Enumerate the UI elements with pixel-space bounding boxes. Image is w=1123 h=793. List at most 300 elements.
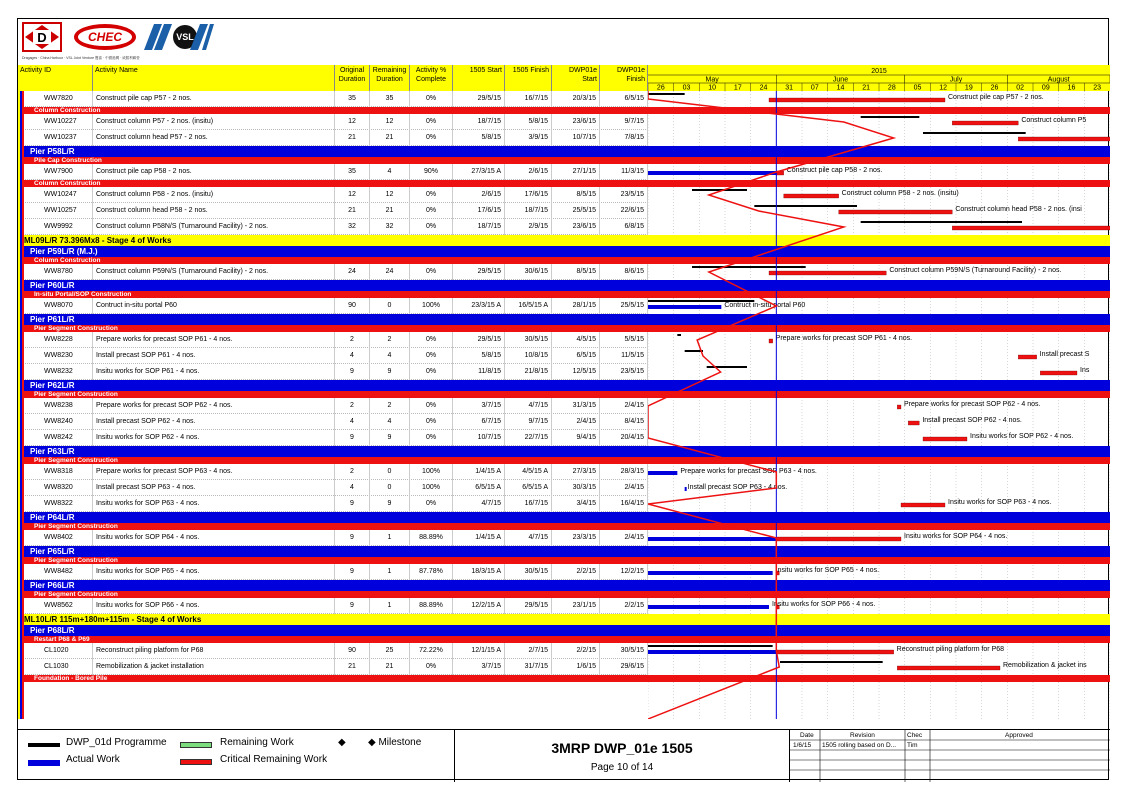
activity-name: Reconstruct piling platform for P68 xyxy=(93,643,335,659)
bar-label: Contruct in-situ portal P60 xyxy=(724,302,806,309)
start-1505: 6/7/15 xyxy=(453,414,505,430)
finish-1505: 2/9/15 xyxy=(505,219,552,235)
sub-group-header[interactable]: Column Construction xyxy=(18,107,648,114)
rev-date: 1/6/15 xyxy=(793,742,812,749)
finish-1505: 5/8/15 xyxy=(505,114,552,130)
start-1505: 27/3/15 A xyxy=(453,164,505,180)
footer xyxy=(18,729,1110,781)
critical-remaining-bar xyxy=(897,666,1000,670)
legend-milestone-symbol: ◆ xyxy=(338,737,346,748)
dwp-start: 8/5/15 xyxy=(552,187,600,203)
col-dwp-finish-line2: Finish xyxy=(626,76,645,83)
activity-id: WW10257 xyxy=(18,203,93,219)
activity-name: Construct column P58 - 2 nos. (insitu) xyxy=(93,187,335,203)
dwp-finish: 23/5/15 xyxy=(600,364,648,380)
activity-name: Prepare works for precast SOP P61 - 4 nos. xyxy=(93,332,335,348)
critical-remaining-bar xyxy=(776,537,901,541)
dwp-finish: 22/6/15 xyxy=(600,203,648,219)
dwp-finish: 8/6/15 xyxy=(600,264,648,280)
percent-complete: 87.78% xyxy=(410,564,453,580)
sub-group-header[interactable]: Pier Segment Construction xyxy=(18,457,648,464)
dwp-finish: 2/4/15 xyxy=(600,530,648,546)
remaining-duration: 0 xyxy=(370,464,410,480)
activity-id: WW8232 xyxy=(18,364,93,380)
gantt-band xyxy=(648,591,1110,598)
col-dwp-finish[interactable] xyxy=(600,65,648,91)
percent-complete: 0% xyxy=(410,430,453,446)
actual-bar xyxy=(648,650,776,654)
activity-row[interactable] xyxy=(18,480,648,496)
percent-complete: 100% xyxy=(410,464,453,480)
timescale-week: 03 xyxy=(682,84,691,91)
dragages-logo xyxy=(22,22,62,52)
timescale xyxy=(648,65,1110,91)
timescale-week: 02 xyxy=(1016,84,1025,91)
start-1505: 17/6/15 xyxy=(453,203,505,219)
pier-group-header[interactable]: Pier P68L/R xyxy=(18,625,648,636)
activity-name: Install precast SOP P62 - 4 nos. xyxy=(93,414,335,430)
start-1505: 5/8/15 xyxy=(453,130,505,146)
sub-group-header[interactable]: Foundation - Bored Pile xyxy=(18,675,648,682)
revision-grid xyxy=(790,730,1110,782)
finish-1505: 17/6/15 xyxy=(505,187,552,203)
logo-area xyxy=(18,19,218,65)
original-duration: 9 xyxy=(335,530,370,546)
activity-name: Insitu works for SOP P65 - 4 nos. xyxy=(93,564,335,580)
dwp-start: 30/3/15 xyxy=(552,480,600,496)
dwp-start: 27/3/15 xyxy=(552,464,600,480)
actual-bar xyxy=(648,605,769,609)
finish-1505: 10/8/15 xyxy=(505,348,552,364)
dwp-finish: 12/2/15 xyxy=(600,564,648,580)
actual-bar xyxy=(648,471,677,475)
sub-group-header[interactable]: Column Construction xyxy=(18,180,648,187)
remaining-duration: 21 xyxy=(370,659,410,675)
critical-remaining-bar xyxy=(1018,137,1110,141)
start-1505: 1/4/15 A xyxy=(453,530,505,546)
start-1505: 29/5/15 xyxy=(453,91,505,107)
activity-row[interactable] xyxy=(18,130,648,146)
sub-group-header[interactable]: In-situ Portal/SOP Construction xyxy=(18,291,648,298)
activity-row[interactable] xyxy=(18,219,648,235)
remaining-duration: 12 xyxy=(370,114,410,130)
percent-complete: 0% xyxy=(410,348,453,364)
timescale-month: June xyxy=(832,76,849,84)
activity-id: CL1030 xyxy=(18,659,93,675)
critical-remaining-bar xyxy=(769,339,773,343)
original-duration: 35 xyxy=(335,164,370,180)
original-duration: 21 xyxy=(335,659,370,675)
original-duration: 12 xyxy=(335,114,370,130)
activity-row[interactable] xyxy=(18,203,648,219)
sub-group-header[interactable]: Pile Cap Construction xyxy=(18,157,648,164)
activity-id: WW8318 xyxy=(18,464,93,480)
sub-group-header[interactable]: Pier Segment Construction xyxy=(18,391,648,398)
start-1505: 5/8/15 xyxy=(453,348,505,364)
sub-group-header[interactable]: Column Construction xyxy=(18,257,648,264)
activity-row[interactable] xyxy=(18,430,648,446)
activity-row[interactable] xyxy=(18,91,648,107)
percent-complete: 88.89% xyxy=(410,598,453,614)
col-1505-start[interactable] xyxy=(453,65,505,91)
critical-remaining-bar xyxy=(776,650,893,654)
activity-row[interactable] xyxy=(18,114,648,130)
jv-caption: Dragages · China Harbour · VSL Joint Venture 寶嘉 · 中國港灣 · 威勝利聯營 xyxy=(22,56,140,60)
rev-header-revision: Revision xyxy=(850,732,875,739)
col-pct-line1: Activity % xyxy=(415,67,447,74)
activity-id: WW8320 xyxy=(18,480,93,496)
col-dwp-start-line2: Start xyxy=(582,76,597,83)
percent-complete: 0% xyxy=(410,187,453,203)
original-duration: 2 xyxy=(335,332,370,348)
hierarchy-stripes xyxy=(18,91,26,719)
original-duration: 90 xyxy=(335,643,370,659)
start-1505: 18/3/15 A xyxy=(453,564,505,580)
start-1505: 23/3/15 A xyxy=(453,298,505,314)
remaining-duration: 24 xyxy=(370,264,410,280)
remaining-duration: 21 xyxy=(370,130,410,146)
dwp-start: 2/2/15 xyxy=(552,643,600,659)
timescale-week: 24 xyxy=(759,84,768,91)
dwp-start: 20/3/15 xyxy=(552,91,600,107)
timescale-week: 05 xyxy=(913,84,922,91)
activity-id: WW7820 xyxy=(18,91,93,107)
bar-label: Construct column P59N/S (Turnaround Facility) - 2 nos. xyxy=(889,267,1062,274)
start-1505: 18/7/15 xyxy=(453,114,505,130)
activity-id: WW8238 xyxy=(18,398,93,414)
col-1505-finish[interactable] xyxy=(505,65,552,91)
critical-remaining-bar xyxy=(952,226,1110,230)
activity-id: WW8562 xyxy=(18,598,93,614)
col-pct-complete[interactable] xyxy=(410,65,453,91)
col-dwp-finish-line1: DWP01e xyxy=(616,67,645,74)
original-duration: 35 xyxy=(335,91,370,107)
remaining-duration: 4 xyxy=(370,348,410,364)
activity-row[interactable] xyxy=(18,298,648,314)
bar-label: Insitu works for SOP P62 - 4 nos. xyxy=(970,433,1074,440)
dwp-finish: 25/5/15 xyxy=(600,298,648,314)
legend-actual-swatch xyxy=(28,760,60,766)
dwp-finish: 2/4/15 xyxy=(600,480,648,496)
start-1505: 3/7/15 xyxy=(453,659,505,675)
pier-group-header[interactable]: Pier P62L/R xyxy=(18,380,648,391)
activity-id: WW8230 xyxy=(18,348,93,364)
col-remaining-duration[interactable] xyxy=(370,65,410,91)
legend-critical: Critical Remaining Work xyxy=(220,754,328,765)
gantt-band xyxy=(648,580,1110,591)
activity-name: Insitu works for SOP P63 - 4 nos. xyxy=(93,496,335,512)
col-activity-name-label: Activity Name xyxy=(95,67,138,74)
timescale-week: 07 xyxy=(810,84,819,91)
legend-programme: DWP_01d Programme xyxy=(66,737,167,748)
sub-group-header[interactable]: Pier Segment Construction xyxy=(18,557,648,564)
original-duration: 32 xyxy=(335,219,370,235)
activity-name: Insitu works for SOP P61 - 4 nos. xyxy=(93,364,335,380)
bar-label: Install precast SOP P63 - 4 nos. xyxy=(687,484,788,491)
dwp-finish: 2/2/15 xyxy=(600,598,648,614)
activity-name: Construct column P57 - 2 nos. (insitu) xyxy=(93,114,335,130)
rev-description: 1505 rolling based on D... xyxy=(822,742,897,749)
timescale-week: 23 xyxy=(1093,84,1102,91)
activity-row[interactable] xyxy=(18,564,648,580)
percent-complete: 100% xyxy=(410,480,453,496)
title-block xyxy=(454,730,790,782)
pier-group-header[interactable]: Pier P63L/R xyxy=(18,446,648,457)
activity-name: Construct column head P58 - 2 nos. xyxy=(93,203,335,219)
timescale-week: 28 xyxy=(887,84,896,91)
bar-label: Prepare works for precast SOP P62 - 4 nos. xyxy=(904,401,1041,408)
bar-label: Ins xyxy=(1080,367,1090,374)
activity-id: WW9992 xyxy=(18,219,93,235)
original-duration: 4 xyxy=(335,414,370,430)
dwp-finish: 6/5/15 xyxy=(600,91,648,107)
finish-1505: 4/7/15 xyxy=(505,398,552,414)
chec-text: CHEC xyxy=(87,30,123,44)
sub-group-header[interactable]: Pier Segment Construction xyxy=(18,523,648,530)
gantt-band xyxy=(648,291,1110,298)
activity-row[interactable] xyxy=(18,364,648,380)
gantt-band xyxy=(648,235,1110,246)
activity-name: Install precast SOP P61 - 4 nos. xyxy=(93,348,335,364)
gantt-band xyxy=(648,546,1110,557)
gantt-band xyxy=(648,625,1110,636)
activity-name: Insitu works for SOP P62 - 4 nos. xyxy=(93,430,335,446)
finish-1505: 9/7/15 xyxy=(505,414,552,430)
finish-1505: 2/6/15 xyxy=(505,164,552,180)
dwp-start: 27/1/15 xyxy=(552,164,600,180)
gantt-band xyxy=(648,457,1110,464)
gantt-band xyxy=(648,180,1110,187)
activity-name: Install precast SOP P63 - 4 nos. xyxy=(93,480,335,496)
dwp-finish: 6/8/15 xyxy=(600,219,648,235)
gantt-band xyxy=(648,512,1110,523)
dwp-start: 23/6/15 xyxy=(552,219,600,235)
finish-1505: 31/7/15 xyxy=(505,659,552,675)
legend-remaining: Remaining Work xyxy=(220,737,294,748)
dwp-start: 25/5/15 xyxy=(552,203,600,219)
stage-group-header[interactable]: ML10L/R 115m+180m+115m - Stage 4 of Works xyxy=(18,614,648,625)
activity-row[interactable] xyxy=(18,398,648,414)
timescale-week: 14 xyxy=(836,84,845,91)
gantt-band xyxy=(648,280,1110,291)
percent-complete: 72.22% xyxy=(410,643,453,659)
remaining-duration: 4 xyxy=(370,414,410,430)
original-duration: 90 xyxy=(335,298,370,314)
activity-id: WW8070 xyxy=(18,298,93,314)
col-1505-start-label: 1505 Start xyxy=(469,67,502,74)
finish-1505: 4/7/15 xyxy=(505,530,552,546)
start-1505: 12/2/15 A xyxy=(453,598,505,614)
sub-group-header[interactable]: Restart P68 & P69 xyxy=(18,636,648,643)
start-1505: 29/5/15 xyxy=(453,332,505,348)
rev-header-approved: Approved xyxy=(1005,732,1033,739)
activity-row[interactable] xyxy=(18,496,648,512)
gantt-band xyxy=(648,391,1110,398)
remaining-duration: 12 xyxy=(370,187,410,203)
dwp-start: 23/3/15 xyxy=(552,530,600,546)
pier-group-header[interactable]: Pier P64L/R xyxy=(18,512,648,523)
bar-label: Prepare works for precast SOP P63 - 4 nos. xyxy=(680,468,817,475)
baseline-bar xyxy=(923,132,1026,134)
activity-row[interactable] xyxy=(18,414,648,430)
rev-header-date: Date xyxy=(800,732,814,739)
critical-remaining-bar xyxy=(1040,371,1077,375)
timescale-week: 21 xyxy=(862,84,871,91)
activity-row[interactable] xyxy=(18,659,648,675)
gantt-band xyxy=(648,675,1110,682)
percent-complete: 0% xyxy=(410,114,453,130)
gantt-band xyxy=(648,446,1110,457)
original-duration: 4 xyxy=(335,348,370,364)
rev-checked: Tim xyxy=(907,742,918,749)
percent-complete: 0% xyxy=(410,659,453,675)
start-1505: 3/7/15 xyxy=(453,398,505,414)
actual-bar xyxy=(648,571,773,575)
col-original-duration[interactable] xyxy=(335,65,370,91)
original-duration: 21 xyxy=(335,130,370,146)
finish-1505: 30/5/15 xyxy=(505,332,552,348)
activity-row[interactable] xyxy=(18,643,648,659)
gantt-band xyxy=(648,246,1110,257)
col-activity-id[interactable] xyxy=(18,65,93,91)
pier-group-header[interactable]: Pier P58L/R xyxy=(18,146,648,157)
pier-group-header[interactable]: Pier P60L/R xyxy=(18,280,648,291)
pier-group-header[interactable]: Pier P61L/R xyxy=(18,314,648,325)
activity-row[interactable] xyxy=(18,530,648,546)
rev-header-checked: Chec xyxy=(907,732,923,739)
activity-id: CL1020 xyxy=(18,643,93,659)
bar-label: Prepare works for precast SOP P61 - 4 nos. xyxy=(775,335,913,342)
finish-1505: 30/6/15 xyxy=(505,264,552,280)
activity-id: WW8402 xyxy=(18,530,93,546)
gantt-band xyxy=(648,107,1110,114)
stage-group-header[interactable]: ML09L/R 73.396Mx8 - Stage 4 of Works xyxy=(18,235,648,246)
timescale-week: 17 xyxy=(733,84,742,91)
finish-1505: 22/7/15 xyxy=(505,430,552,446)
gantt-band xyxy=(648,380,1110,391)
finish-1505: 21/8/15 xyxy=(505,364,552,380)
activity-name: Construct column head P57 - 2 nos. xyxy=(93,130,335,146)
remaining-duration: 1 xyxy=(370,598,410,614)
timescale-week: 12 xyxy=(939,84,948,91)
activity-row[interactable] xyxy=(18,187,648,203)
dragages-letter: D xyxy=(37,30,47,45)
actual-bar xyxy=(648,171,776,175)
remaining-duration: 0 xyxy=(370,480,410,496)
activity-id: WW8240 xyxy=(18,414,93,430)
gantt-band xyxy=(648,257,1110,264)
legend-critical-swatch xyxy=(180,759,212,765)
baseline-bar xyxy=(754,205,857,207)
percent-complete: 0% xyxy=(410,91,453,107)
gantt-band xyxy=(648,636,1110,643)
critical-remaining-bar xyxy=(952,121,1018,125)
sub-group-header[interactable]: Pier Segment Construction xyxy=(18,325,648,332)
dwp-start: 8/5/15 xyxy=(552,264,600,280)
baseline-bar xyxy=(780,661,883,663)
bar-label: Construct pile cap P57 - 2 nos. xyxy=(948,94,1044,101)
percent-complete: 0% xyxy=(410,398,453,414)
dwp-finish: 20/4/15 xyxy=(600,430,648,446)
dwp-finish: 8/4/15 xyxy=(600,414,648,430)
dwp-start: 3/4/15 xyxy=(552,496,600,512)
dwp-start: 31/3/15 xyxy=(552,398,600,414)
activity-row[interactable] xyxy=(18,464,648,480)
activity-name: Construct column P58N/S (Turnaround Facility) - 2 nos. xyxy=(93,219,335,235)
critical-remaining-bar xyxy=(839,210,953,214)
column-header xyxy=(18,65,1110,91)
timescale-month: May xyxy=(705,76,719,84)
remaining-duration: 32 xyxy=(370,219,410,235)
start-1505: 1/4/15 A xyxy=(453,464,505,480)
pier-group-header[interactable]: Pier P66L/R xyxy=(18,580,648,591)
col-rem-line2: Duration xyxy=(376,76,403,83)
bar-label: Insitu works for SOP P63 - 4 nos. xyxy=(948,499,1052,506)
gantt-band xyxy=(648,146,1110,157)
dwp-finish: 11/5/15 xyxy=(600,348,648,364)
start-1505: 29/5/15 xyxy=(453,264,505,280)
activity-row[interactable] xyxy=(18,264,648,280)
activity-id: WW8242 xyxy=(18,430,93,446)
dwp-start: 9/4/15 xyxy=(552,430,600,446)
activity-name: Contruct in-situ portal P60 xyxy=(93,298,335,314)
remaining-duration: 1 xyxy=(370,564,410,580)
activity-id: WW7900 xyxy=(18,164,93,180)
col-rem-line1: Remaining xyxy=(372,67,407,74)
sub-group-header[interactable]: Pier Segment Construction xyxy=(18,591,648,598)
activity-row[interactable] xyxy=(18,332,648,348)
original-duration: 2 xyxy=(335,464,370,480)
gantt-band xyxy=(648,157,1110,164)
percent-complete: 0% xyxy=(410,332,453,348)
dwp-finish: 5/5/15 xyxy=(600,332,648,348)
timescale-year: 2015 xyxy=(871,68,887,75)
timescale-week: 26 xyxy=(656,84,665,91)
bar-label: Install precast SOP P62 - 4 nos. xyxy=(922,417,1022,424)
remaining-duration: 21 xyxy=(370,203,410,219)
finish-1505: 3/9/15 xyxy=(505,130,552,146)
gantt-chart xyxy=(648,91,1110,719)
start-1505: 11/8/15 xyxy=(453,364,505,380)
pier-group-header[interactable]: Pier P59L/R (M.J.) xyxy=(18,246,648,257)
vsl-text: VSL xyxy=(176,32,194,42)
bar-label: Construct column P58 - 2 nos. (insitu) xyxy=(841,190,959,197)
dwp-start: 1/6/15 xyxy=(552,659,600,675)
start-1505: 4/7/15 xyxy=(453,496,505,512)
activity-id: WW8228 xyxy=(18,332,93,348)
activity-row[interactable] xyxy=(18,348,648,364)
finish-1505: 16/5/15 A xyxy=(505,298,552,314)
gantt-canvas xyxy=(648,91,1110,719)
legend-milestone: ◆ Milestone xyxy=(368,737,422,748)
legend-remaining-swatch xyxy=(180,742,212,748)
timescale-week: 31 xyxy=(785,84,794,91)
percent-complete: 0% xyxy=(410,219,453,235)
remaining-duration: 25 xyxy=(370,643,410,659)
activity-row[interactable] xyxy=(18,164,648,180)
col-activity-name[interactable] xyxy=(93,65,335,91)
critical-remaining-bar xyxy=(908,421,919,425)
chec-logo xyxy=(72,22,138,52)
finish-1505: 16/7/15 xyxy=(505,496,552,512)
activity-row[interactable] xyxy=(18,598,648,614)
col-dwp-start[interactable] xyxy=(552,65,600,91)
timescale-week: 09 xyxy=(1041,84,1050,91)
original-duration: 9 xyxy=(335,430,370,446)
pier-group-header[interactable]: Pier P65L/R xyxy=(18,546,648,557)
legend-actual: Actual Work xyxy=(66,754,120,765)
schedule-sheet xyxy=(17,18,1109,780)
